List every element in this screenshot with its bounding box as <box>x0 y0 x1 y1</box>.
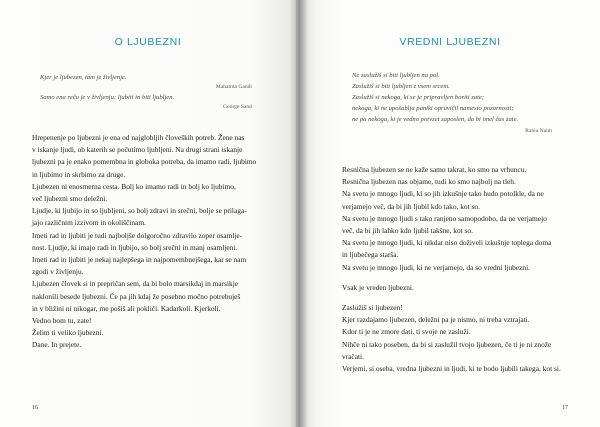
body-line: in ljubečega starša. <box>342 250 399 260</box>
body-line: več ljubezni smo deležni. <box>32 194 108 204</box>
body-line: Ljubezen človek si in prepričan sem, da bi bolo marsikdaj in marsikje <box>32 279 239 289</box>
page-number: 16 <box>32 405 38 411</box>
left-page <box>0 0 296 427</box>
epigraph-quote: Zaslužiš si nekoga, ki se je pripravljen boriti zate; <box>352 94 485 101</box>
body-line: verjamejo več, da bi jih ljubil kdo tako, kot so. <box>342 201 480 211</box>
epigraph-author: Rania Naim <box>525 128 552 134</box>
body-line: Verjemi, si oseba, vredna ljubezni in ljudi, ki te bodo ljubili takega, kot si. <box>342 364 561 374</box>
body-line: Želim ti veliko ljubezni. <box>32 328 104 338</box>
epigraph-quote: Ne zaslužiš si biti ljubljen na pol. <box>352 72 440 79</box>
body-line: Na svetu je mnogo ljudi, ki nikdar niso doživeli izkušnje toplega doma <box>342 238 552 248</box>
body-line: Imeti rad in ljubiti je nekaj najlepšega in najpomembnejšega, kar se nam <box>32 255 247 265</box>
body-line: zgodi v življenju. <box>32 267 84 277</box>
body-line: Vedno bom tu, zate! <box>32 316 92 326</box>
body-line: Na svetu je mnogo ljudi s tako ranjeno samopodobo, da ne verjamejo <box>342 213 547 223</box>
epigraph-quote: ne pa nekoga, ki je vedno prevzet zaposlen, da bi imel čas zate. <box>352 116 519 123</box>
body-line: Ljubezen ni enosmerna cesta. Bolj ko imamo radi in bolj ko ljubimo, <box>32 181 236 191</box>
body-line: in v bližini ni nikogar, me pošiš ali pokliči. Kadarkoli. Kjerkoli. <box>32 303 221 313</box>
body-line: Na svetu je mnogo ljudi, ki ne verjamejo, da so vredni ljubezni. <box>342 262 531 272</box>
epigraph-author: Mahatma Gandi <box>215 84 252 90</box>
body-line: naklonili besede ljubezni. Če pa jih kdaj že posebno močno potrebuješ <box>32 291 241 301</box>
body-line: ljubezni pa je enako pomembna in globoka potreba, da imamo radi, ljubimo <box>32 157 257 167</box>
epigraph-quote: Zaslužiš si biti ljubljen z vsem srcem. <box>352 83 450 90</box>
body-line: Kdor ti je ne zmore dati, ti svoje ne zasluži. <box>342 327 471 337</box>
epigraph-author: George Sand <box>223 104 252 110</box>
body-line: Hrepenenje po ljubezni je ena od najglobljih človeških potreb. Žene nas <box>32 133 245 142</box>
body-line: v iskanje ljudi, ob katerih se počutimo ljubljeni. Na drugi strani iskanje <box>32 145 243 155</box>
body-line: Resnična ljubezen nas objame, tudi ko smo najbolj na tleh. <box>342 177 516 187</box>
left-epigraphs <box>40 72 252 112</box>
body-line: Zaslužiš si ljubezen! <box>342 303 403 313</box>
body-line: Ljudje, ki ljubijo in so ljubljeni, so bolj zdravi in srečni, bolje se prilaga- <box>32 206 247 216</box>
body-line: Na svetu je mnogo ljudi, ki so jih izkušnje tako hudo potolkle, da ne <box>342 189 544 199</box>
body-line: Resnična ljubezen se ne kaže samo takrat, ko smo na vrhuncu. <box>342 165 527 174</box>
body-line: Nihče ni tako poseben, da bi si zaslužil tvojo ljubezen, če ti je ni znože <box>342 339 552 349</box>
right-epigraph <box>352 70 552 136</box>
left-page-title: O LJUBEZNI <box>114 36 182 48</box>
right-page-title: VREDNI LJUBEZNI <box>399 36 501 48</box>
section-line: Vsak je vreden ljubezni. <box>342 282 414 292</box>
body-line: vračati. <box>342 351 364 361</box>
body-line: več, da bi jih lahko kdo ljubil takšne, kot so. <box>342 226 473 236</box>
left-body-text <box>32 132 272 352</box>
book-gutter-shadow <box>290 0 308 427</box>
body-line: Imeti rad in ljubiti je tudi najboljše dolgoročno zdravilo zoper osamlje- <box>32 230 243 240</box>
body-line: Kjer razdajamo ljubezen, deležni pa je nismo, ni treba vztrajati. <box>342 315 530 325</box>
page-number: 17 <box>562 405 568 411</box>
body-line: Dane. In prejete. <box>32 340 82 350</box>
epigraph-quote: nekoga, ki ne upošablja paniki opravičil namesto pozornosti; <box>352 105 514 112</box>
body-line: nost. Ljudje, ki imajo radi in ljubijo, so bolj srečni in manj osamljeni. <box>32 242 238 252</box>
right-body-text <box>342 164 580 375</box>
body-line: jajo različnim izzivom in okoliščinam. <box>32 218 146 228</box>
epigraph-quote: Samo ena reča je v življenju: ljubiti in biti ljubljen. <box>40 94 175 101</box>
body-line: in ljubimo in skrbimo za druge. <box>32 169 126 179</box>
epigraph-quote: Kjer je ljubezen, tam je življenje. <box>40 74 127 81</box>
right-page <box>300 0 600 427</box>
